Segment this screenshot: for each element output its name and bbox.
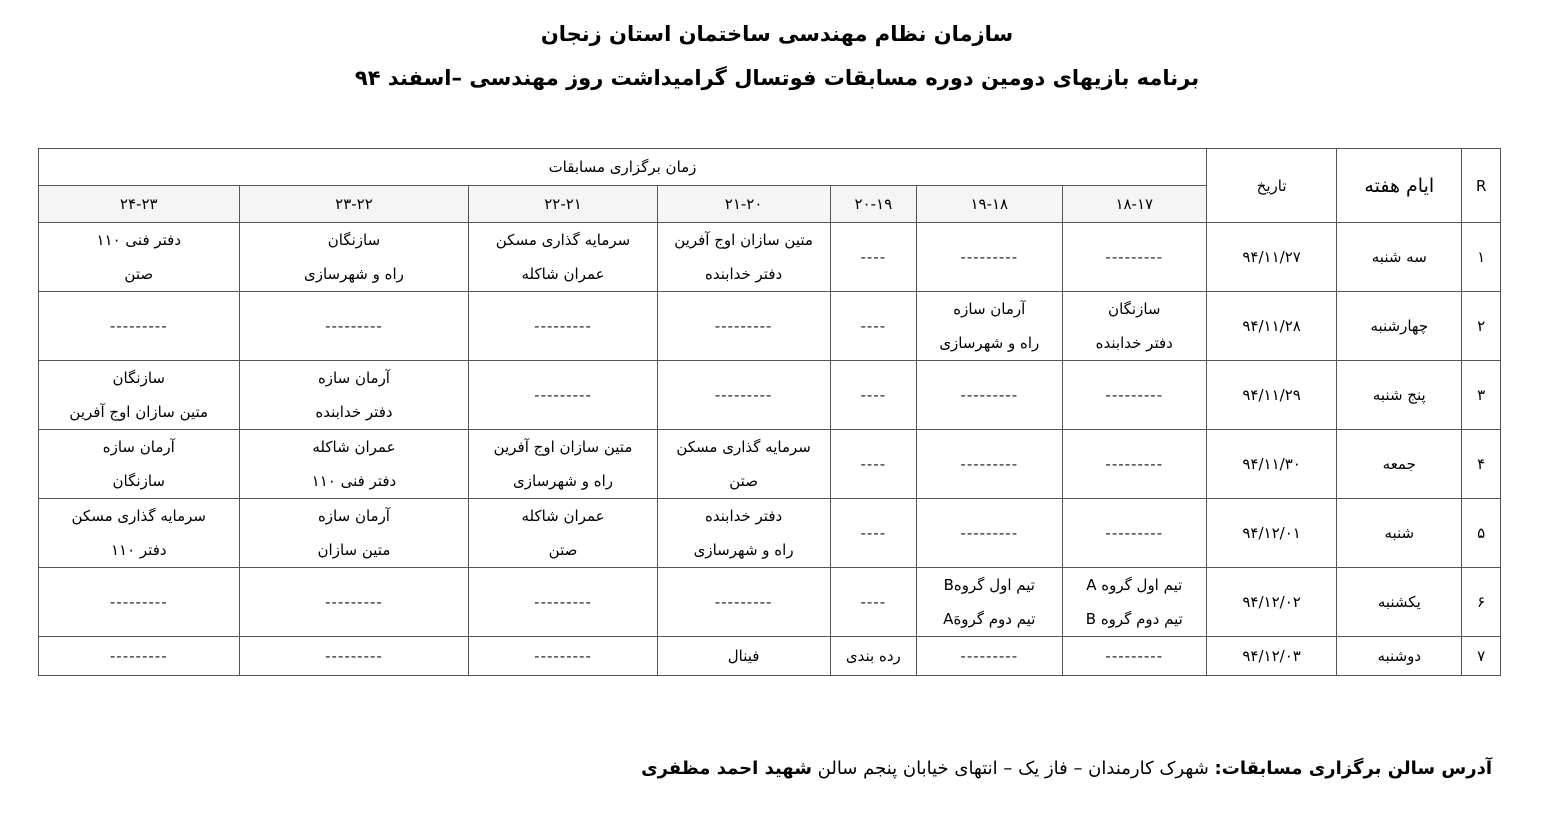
- header-time-group: زمان برگزاری مسابقات: [39, 149, 1207, 186]
- row-number: ۴: [1462, 430, 1501, 499]
- team-name: صتن: [124, 265, 154, 283]
- match-cell: [239, 223, 469, 292]
- row-number: ۲: [1462, 292, 1501, 361]
- match-cell: [917, 223, 1062, 292]
- row-number: ۱: [1462, 223, 1501, 292]
- page-subtitle: برنامه بازیهای دومین دوره مسابقات فوتسال گرامیداشت روز مهندسی –اسفند ۹۴: [354, 66, 1200, 90]
- team-name: دفتر خدابنده: [705, 265, 783, 283]
- match-cell: [1062, 292, 1206, 361]
- match-cell: [469, 361, 657, 430]
- match-cell: [830, 637, 916, 676]
- empty-slot-dash: ---------: [960, 455, 1019, 473]
- empty-slot-dash: ---------: [534, 317, 592, 335]
- row-day: یکشنبه: [1337, 568, 1462, 637]
- team-name: دفتر خدابنده: [705, 507, 783, 525]
- header-slot: ۱۸-۱۷: [1062, 186, 1206, 223]
- match-cell: [239, 361, 469, 430]
- empty-slot-dash: ---------: [1105, 647, 1164, 665]
- team-name: سرمایه گذاری مسکن: [495, 231, 631, 249]
- page-title: سازمان نظام مهندسی ساختمان استان زنجان: [540, 22, 1014, 46]
- team-name: دفتر فنی ۱۱۰: [311, 472, 397, 490]
- empty-slot-dash: ---------: [109, 647, 168, 665]
- address-bold: شهید احمد مظفری: [641, 758, 812, 779]
- empty-slot-dash: ----: [860, 524, 887, 542]
- match-cell: [239, 499, 469, 568]
- row-date: ۹۴/۱۲/۰۱: [1207, 499, 1337, 568]
- match-cell: [239, 568, 469, 637]
- match-cell: [657, 223, 830, 292]
- table-row: [39, 361, 1501, 430]
- header-date: تاریخ: [1207, 149, 1337, 223]
- match-cell: [657, 637, 830, 676]
- match-cell: [917, 292, 1062, 361]
- match-cell: [917, 499, 1062, 568]
- table-row: [39, 292, 1501, 361]
- team-name: دفتر خدابنده: [315, 403, 393, 421]
- empty-slot-dash: ---------: [714, 593, 773, 611]
- team-name: سازنگان: [1108, 300, 1161, 318]
- row-number: ۶: [1462, 568, 1501, 637]
- header-day: ایام هفته: [1337, 149, 1462, 223]
- match-cell: [1062, 361, 1206, 430]
- match-cell: [469, 637, 657, 676]
- header-slot: ۲۱-۲۰: [657, 186, 830, 223]
- empty-slot-dash: ---------: [714, 317, 773, 335]
- empty-slot-dash: ---------: [109, 317, 168, 335]
- team-name: فینال: [727, 647, 760, 665]
- team-name: آرمان سازه: [953, 300, 1026, 318]
- empty-slot-dash: ---------: [714, 386, 773, 404]
- row-date: ۹۴/۱۲/۰۲: [1207, 568, 1337, 637]
- row-day: شنبه: [1337, 499, 1462, 568]
- match-cell: [469, 292, 657, 361]
- team-name: سرمایه گذاری مسکن: [71, 507, 206, 525]
- empty-slot-dash: ----: [860, 317, 887, 335]
- team-name: آرمان سازه: [102, 438, 175, 456]
- team-name: سازنگان: [112, 369, 165, 387]
- team-name: متین سازان اوج آفرین: [69, 403, 209, 421]
- match-cell: [39, 499, 240, 568]
- match-cell: [39, 568, 240, 637]
- empty-slot-dash: ---------: [325, 317, 383, 335]
- row-number: ۳: [1462, 361, 1501, 430]
- header-slot: ۱۹-۱۸: [917, 186, 1062, 223]
- match-cell: [1062, 499, 1206, 568]
- row-date: ۹۴/۱۱/۲۹: [1207, 361, 1337, 430]
- row-day: جمعه: [1337, 430, 1462, 499]
- match-cell: [830, 292, 916, 361]
- row-day: دوشنبه: [1337, 637, 1462, 676]
- empty-slot-dash: ---------: [1105, 248, 1164, 266]
- match-cell: [39, 292, 240, 361]
- team-name: سازنگان: [327, 231, 381, 249]
- match-cell: [239, 292, 469, 361]
- match-cell: [1062, 568, 1206, 637]
- venue-address: [641, 758, 1492, 779]
- empty-slot-dash: ---------: [1105, 386, 1164, 404]
- empty-slot-dash: ---------: [109, 593, 168, 611]
- table-row: [39, 430, 1501, 499]
- row-date: ۹۴/۱۱/۲۷: [1207, 223, 1337, 292]
- match-cell: [657, 361, 830, 430]
- header-slot: ۲۰-۱۹: [830, 186, 916, 223]
- match-cell: [1062, 223, 1206, 292]
- match-cell: [469, 568, 657, 637]
- match-cell: [469, 223, 657, 292]
- row-date: ۹۴/۱۲/۰۳: [1207, 637, 1337, 676]
- team-name: عمران شاکله: [521, 265, 605, 283]
- schedule-table: [38, 148, 1501, 676]
- empty-slot-dash: ----: [860, 593, 887, 611]
- empty-slot-dash: ---------: [960, 248, 1019, 266]
- team-name: متین سازان اوج آفرین: [493, 438, 633, 456]
- team-name: تیم اول گروهB: [943, 576, 1035, 594]
- match-cell: [830, 499, 916, 568]
- empty-slot-dash: ---------: [1105, 524, 1164, 542]
- match-cell: [917, 568, 1062, 637]
- match-cell: [239, 430, 469, 499]
- team-name: دفتر خدابنده: [1095, 334, 1173, 352]
- team-name: دفتر فنی ۱۱۰: [96, 231, 182, 249]
- match-cell: [917, 637, 1062, 676]
- row-day: پنج شنبه: [1337, 361, 1462, 430]
- match-cell: [1062, 430, 1206, 499]
- team-name: متین سازان: [317, 541, 391, 559]
- empty-slot-dash: ---------: [534, 386, 592, 404]
- address-text: شهرک کارمندان – فاز یک – انتهای خیابان پنجم سالن: [817, 758, 1209, 779]
- team-name: متین سازان اوج آفرین: [674, 231, 813, 249]
- header-r: R: [1462, 149, 1501, 223]
- match-cell: [830, 430, 916, 499]
- team-name: سازنگان: [112, 472, 165, 490]
- team-name: رده بندی: [845, 647, 901, 665]
- team-name: راه و شهرسازی: [693, 541, 794, 559]
- team-name: تیم دوم گروه B: [1085, 610, 1183, 628]
- team-name: آرمان سازه: [317, 369, 390, 387]
- empty-slot-dash: ---------: [960, 647, 1019, 665]
- team-name: راه و شهرسازی: [939, 334, 1040, 352]
- match-cell: [39, 223, 240, 292]
- match-cell: [657, 568, 830, 637]
- row-day: چهارشنبه: [1337, 292, 1462, 361]
- address-label: آدرس سالن برگزاری مسابقات:: [1214, 758, 1492, 779]
- match-cell: [830, 361, 916, 430]
- team-name: صتن: [548, 541, 578, 559]
- match-cell: [917, 361, 1062, 430]
- empty-slot-dash: ----: [860, 248, 887, 266]
- empty-slot-dash: ---------: [960, 386, 1019, 404]
- table-row: [39, 568, 1501, 637]
- match-cell: [39, 430, 240, 499]
- team-name: راه و شهرسازی: [513, 472, 613, 490]
- team-name: تیم اول گروه A: [1086, 576, 1183, 594]
- header-slot: ۲۴-۲۳: [39, 186, 240, 223]
- match-cell: [1062, 637, 1206, 676]
- team-name: راه و شهرسازی: [303, 265, 404, 283]
- match-cell: [469, 499, 657, 568]
- header-slot: ۲۲-۲۱: [469, 186, 657, 223]
- match-cell: [39, 637, 240, 676]
- team-name: آرمان سازه: [317, 507, 390, 525]
- match-cell: [657, 430, 830, 499]
- empty-slot-dash: ---------: [960, 524, 1019, 542]
- empty-slot-dash: ---------: [534, 593, 592, 611]
- empty-slot-dash: ---------: [325, 593, 383, 611]
- match-cell: [469, 430, 657, 499]
- match-cell: [239, 637, 469, 676]
- match-cell: [39, 361, 240, 430]
- empty-slot-dash: ----: [860, 386, 887, 404]
- match-cell: [830, 223, 916, 292]
- row-day: سه شنبه: [1337, 223, 1462, 292]
- team-name: عمران شاکله: [312, 438, 396, 456]
- team-name: صتن: [729, 472, 758, 490]
- empty-slot-dash: ---------: [325, 647, 383, 665]
- match-cell: [657, 499, 830, 568]
- table-row: [39, 499, 1501, 568]
- match-cell: [657, 292, 830, 361]
- row-number: ۷: [1462, 637, 1501, 676]
- match-cell: [917, 430, 1062, 499]
- team-name: دفتر ۱۱۰: [110, 541, 167, 559]
- row-date: ۹۴/۱۱/۳۰: [1207, 430, 1337, 499]
- empty-slot-dash: ----: [860, 455, 887, 473]
- team-name: تیم دوم گروهَA: [943, 610, 1036, 628]
- row-date: ۹۴/۱۱/۲۸: [1207, 292, 1337, 361]
- row-number: ۵: [1462, 499, 1501, 568]
- table-row: [39, 637, 1501, 676]
- empty-slot-dash: ---------: [1105, 455, 1164, 473]
- table-row: [39, 223, 1501, 292]
- match-cell: [830, 568, 916, 637]
- team-name: سرمایه گذاری مسکن: [676, 438, 811, 456]
- empty-slot-dash: ---------: [534, 647, 592, 665]
- header-slot: ۲۳-۲۲: [239, 186, 469, 223]
- team-name: عمران شاکله: [521, 507, 605, 525]
